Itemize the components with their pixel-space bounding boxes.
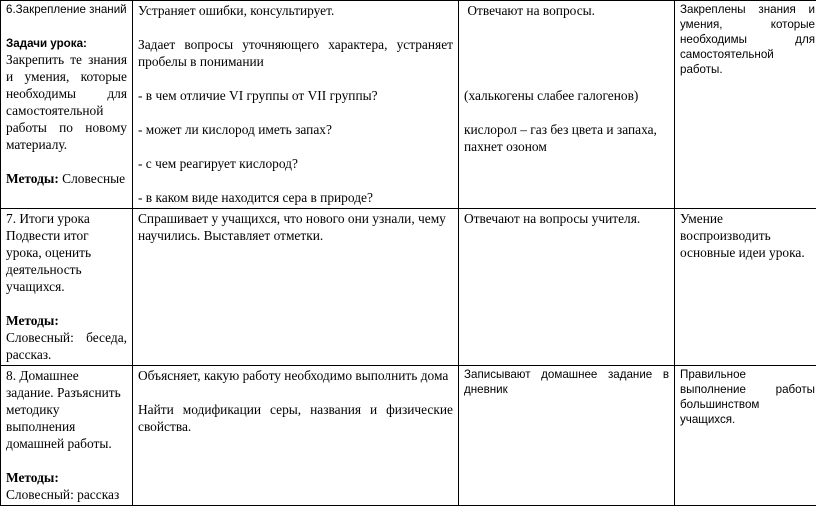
teacher-line: Найти модификации серы, названия и физические свойства.: [138, 402, 453, 434]
stage-cell: [1, 209, 133, 366]
table-row: [1, 1, 816, 209]
teacher-line: Спрашивает у учащихся, что нового они узнали, чему научились. Выставляет отметки.: [138, 211, 446, 243]
table-row: [1, 209, 816, 366]
result-cell: [675, 209, 816, 366]
stage-methods: [6, 170, 127, 187]
students-line: Записывают домашнее задание в дневник: [464, 368, 669, 396]
result-text: Умение воспроизводить основные идеи урока.: [680, 211, 805, 260]
stage-cell: [1, 366, 133, 506]
stage-cell: [1, 1, 133, 209]
teacher-line: - с чем реагирует кислород?: [138, 156, 298, 171]
stage-tasks-text: Подвести итог урока, оценить деятельность учащихся.: [6, 228, 92, 294]
teacher-line: Объясняет, какую работу необходимо выполнить дома: [138, 368, 449, 383]
stage-title: 6.Закрепление знаний: [6, 3, 127, 16]
stage-tasks: [6, 34, 127, 51]
stage-title: 7. Итоги урока: [6, 211, 90, 226]
result-text: Правильное выполнение работы большинством учащихся.: [680, 368, 815, 426]
students-line: Отвечают на вопросы.: [464, 3, 595, 18]
students-cell: [459, 1, 675, 209]
teacher-cell: [133, 366, 459, 506]
students-line: Отвечают на вопросы учителя.: [464, 211, 641, 226]
teacher-line: Задает вопросы уточняющего характера, устраняет пробелы в понимании: [138, 37, 453, 69]
stage-tasks-text: Закрепить те знания и умения, которые необходимы для самостоятельной работы по новому материалу.: [6, 52, 127, 152]
tasks-label: Задачи урока:: [6, 37, 87, 50]
result-cell: [675, 1, 816, 209]
students-cell: [459, 209, 675, 366]
students-line: кислорол – газ без цвета и запаха, пахнет озоном: [464, 122, 657, 154]
teacher-line: - в чем отличие VI группы от VII группы?: [138, 88, 378, 103]
teacher-line: - может ли кислород иметь запах?: [138, 122, 332, 137]
methods-text: Словесный: беседа, рассказ.: [6, 330, 127, 362]
table-row: [1, 366, 816, 506]
teacher-cell: [133, 1, 459, 209]
teacher-line: Устраняет ошибки, консультирует.: [138, 3, 335, 18]
result-cell: [675, 366, 816, 506]
stage-title: 8. Домашнее задание. Разъяснить методику выполнения домашней работы.: [6, 368, 121, 451]
methods-text: Словесные: [62, 171, 126, 186]
result-text: Закреплены знания и умения, которые необходимы для самостоятельной работы.: [680, 3, 815, 76]
teacher-line: - в каком виде находится сера в природе?: [138, 190, 373, 205]
methods-label: Методы:: [6, 470, 59, 485]
students-cell: [459, 366, 675, 506]
teacher-cell: [133, 209, 459, 366]
methods-label: Методы:: [6, 313, 59, 328]
students-line: (халькогены слабее галогенов): [464, 88, 639, 103]
methods-label: Методы:: [6, 171, 59, 186]
methods-text: Словесный: рассказ: [6, 487, 120, 502]
